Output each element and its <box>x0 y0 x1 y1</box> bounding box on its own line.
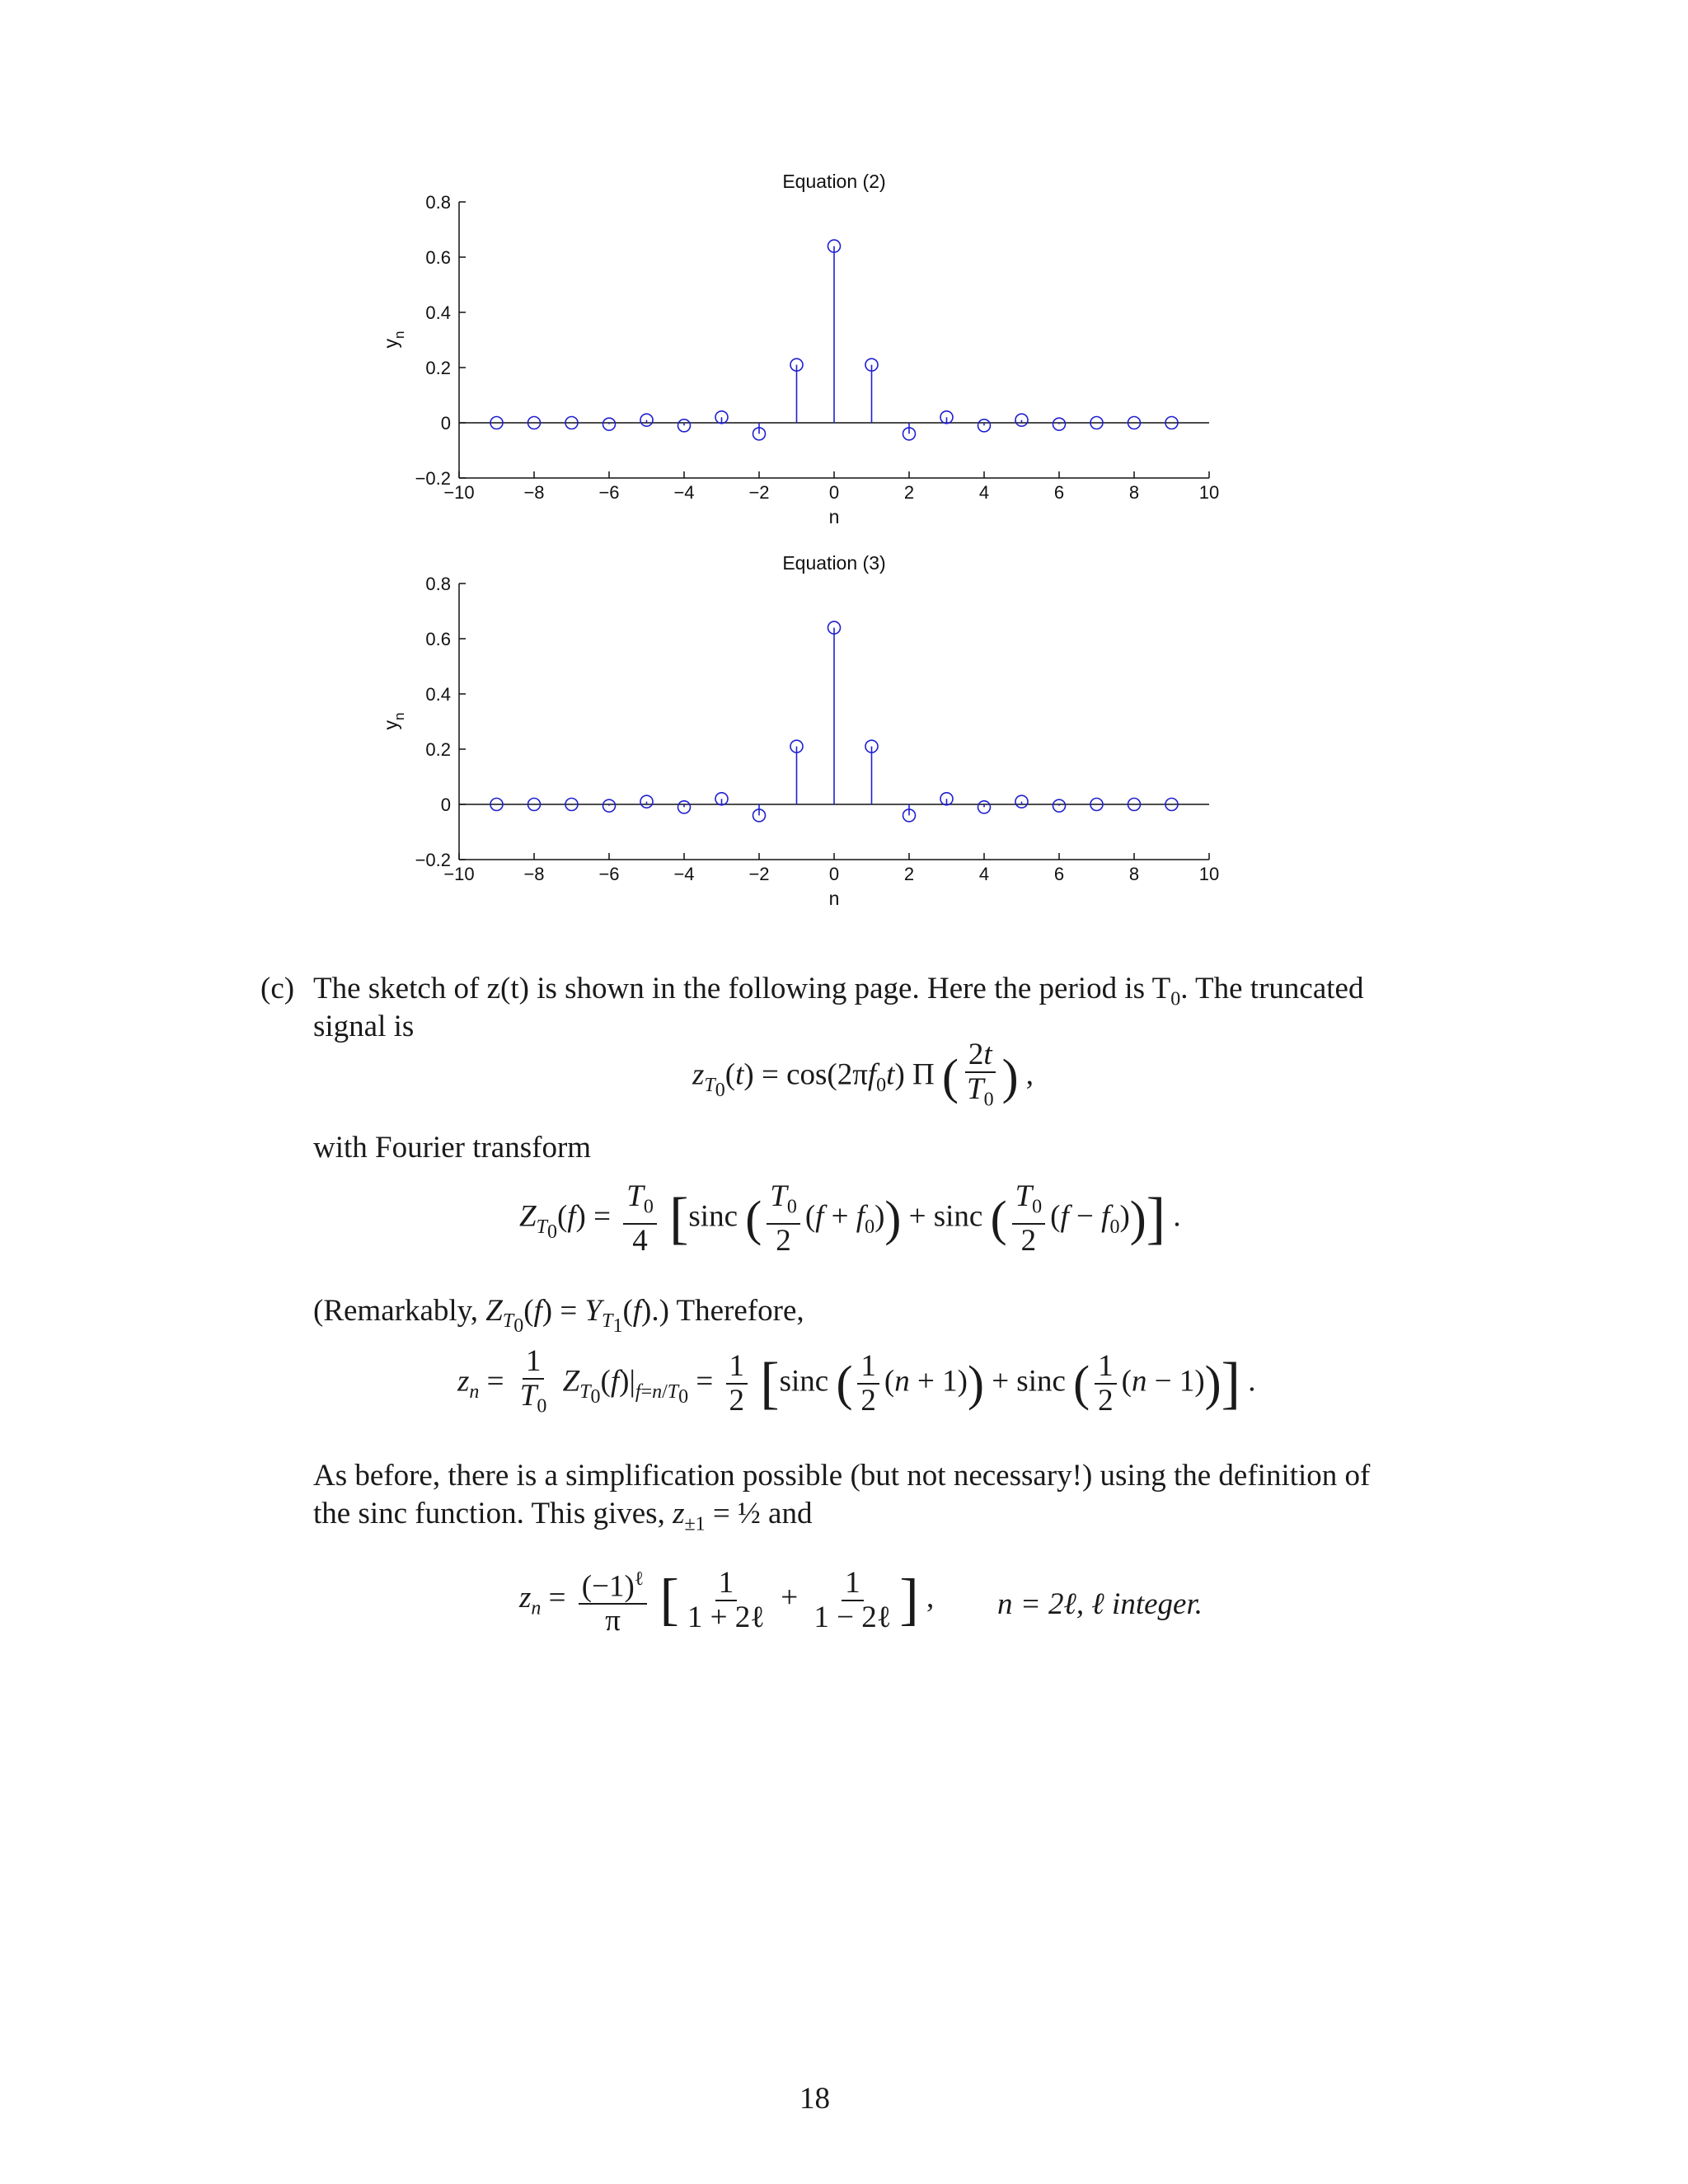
y-tick-label: 0.2 <box>425 739 451 760</box>
paragraph-c-text: The sketch of z(t) is shown in the following page. Here the period is T <box>313 972 1171 1005</box>
equation-fourier-transform: $Z_{T_0}(f)$ = $\frac{T_0}{4}$ [sinc ( $\frac{T_0}{2}$ $(f + f_0)) + \sin c$ ( $\frac{T_0}{2}$ $(f - f_0)$)] . <box>519 1179 1181 1258</box>
stem-point <box>1015 795 1028 808</box>
stem-point <box>978 801 991 813</box>
x-tick-label: −10 <box>443 482 475 503</box>
paragraph-c-line1 <box>313 970 1363 1018</box>
y-axis-label: $y_n$ <box>380 712 407 730</box>
y-axis-label-subscript: n <box>392 330 407 339</box>
and-text: and <box>760 1497 813 1530</box>
y-tick-label: 0 <box>440 413 451 434</box>
stem-point <box>678 419 691 432</box>
stem-point <box>715 411 728 424</box>
stem-point <box>828 621 841 804</box>
paragraph-c-line2: signal is <box>313 1010 415 1043</box>
x-tick-label: 8 <box>1128 864 1140 884</box>
paragraph-fourier: with Fourier transform <box>313 1131 592 1165</box>
y-tick-label: 0.4 <box>425 684 451 705</box>
x-tick-label: 0 <box>828 482 840 503</box>
paragraph-as-before-line2: the sinc function. This gives, $z_{\pm 1}$ = ½ and <box>313 1497 813 1535</box>
y-axis-label-subscript: n <box>392 712 407 720</box>
stem-point <box>940 793 953 805</box>
stem-plot-equation-2 <box>354 165 1253 552</box>
stem-point <box>753 804 766 822</box>
stem-point <box>678 801 691 813</box>
x-tick-label: 0 <box>828 864 840 884</box>
stem-point <box>903 804 916 822</box>
x-tick-label: −2 <box>748 482 770 503</box>
paragraph-c-text-end: . The truncated <box>1180 972 1364 1005</box>
x-tick-label: −2 <box>748 864 770 884</box>
equation-condition: n = 2ℓ, ℓ integer. <box>997 1587 1203 1621</box>
paragraph-remarkably: (Remarkably, $Z_{T_0}(f) = Y_{T_1}(f)$.) Therefore, <box>313 1294 804 1338</box>
x-tick-label: 8 <box>1128 482 1140 503</box>
x-axis-label: n <box>828 888 840 909</box>
stem-point <box>790 740 803 804</box>
y-tick-label: 0.8 <box>425 574 451 594</box>
x-tick-label: −8 <box>523 864 545 884</box>
stem-point <box>640 414 653 426</box>
therefore-text: ) Therefore, <box>659 1294 804 1328</box>
x-tick-label: −6 <box>598 482 620 503</box>
x-tick-label: 2 <box>903 864 915 884</box>
x-tick-label: 4 <box>978 482 990 503</box>
subscript-0: 0 <box>1170 988 1181 1010</box>
x-tick-label: 4 <box>978 864 990 884</box>
plot-svg-2 <box>354 546 1253 934</box>
as-before-text: the sinc function. This gives, <box>313 1497 673 1530</box>
x-tick-label: 6 <box>1053 864 1065 884</box>
equation-zn-sinc: $z_n$ = $\frac{1}{T_0}$ $Z_{T_0}(f)|_{f=n/T_0}$ = $\frac{1}{2}$ [sinc ( $\frac{1}{2}$ (n + 1)) + sinc ( $\frac{1}{2}$ (n − 1))] . <box>457 1344 1256 1418</box>
equation-zn-closed-form: $z_n$ = $\frac{(-1)^\ell}{\pi}$ [ $\frac{1}{\text{1 + 2ℓ}}$ + $\frac{1}{\text{1 − 2ℓ}}$ ] , <box>519 1563 934 1638</box>
stem-point <box>790 359 803 423</box>
paragraph-as-before-line1: As before, there is a simplification possible (but not necessary!) using the definition of <box>313 1459 1371 1493</box>
stem-point <box>1053 418 1066 430</box>
plot-svg-1 <box>354 165 1253 552</box>
stem-point <box>903 423 916 440</box>
remarkably-text: (Remarkably, <box>313 1294 486 1328</box>
equation-truncated-signal: $z_{T_0}(t) = \cos(2\pi f_0t)$ Π ( $\frac{2t}{T_0}$ ) , <box>692 1038 1034 1111</box>
stem-point <box>865 359 878 423</box>
stem-point <box>603 418 616 430</box>
x-tick-label: 10 <box>1198 482 1220 503</box>
y-tick-label: 0 <box>440 794 451 815</box>
y-tick-label: −0.2 <box>415 850 451 870</box>
stem-point <box>940 411 953 424</box>
stem-point <box>753 423 766 440</box>
stem-point <box>603 799 616 812</box>
stem-point <box>978 419 991 432</box>
x-tick-label: 10 <box>1198 864 1220 884</box>
stem-point <box>1015 414 1028 426</box>
stem-plot-equation-3 <box>354 546 1253 934</box>
item-label: (c) <box>260 972 295 1005</box>
y-tick-label: 0.4 <box>425 302 451 323</box>
plot-title: Equation (2) <box>782 171 886 192</box>
y-tick-label: 0.2 <box>425 358 451 378</box>
y-tick-label: −0.2 <box>415 468 451 489</box>
y-tick-label: 0.6 <box>425 247 451 268</box>
y-tick-label: 0.6 <box>425 629 451 649</box>
x-tick-label: −10 <box>443 864 475 884</box>
x-tick-label: −4 <box>673 482 695 503</box>
page-number: 18 <box>799 2082 830 2116</box>
stem-point <box>865 740 878 804</box>
x-axis-label: n <box>828 506 840 527</box>
x-tick-label: −4 <box>673 864 695 884</box>
x-tick-label: 6 <box>1053 482 1065 503</box>
stem-point <box>1053 799 1066 812</box>
y-axis-label: $y_n$ <box>380 330 407 349</box>
x-tick-label: −6 <box>598 864 620 884</box>
plot-title: Equation (3) <box>782 552 886 574</box>
y-tick-label: 0.8 <box>425 192 451 213</box>
stem-point <box>715 793 728 805</box>
stem-point <box>828 240 841 423</box>
x-tick-label: −8 <box>523 482 545 503</box>
x-tick-label: 2 <box>903 482 915 503</box>
stem-point <box>640 795 653 808</box>
